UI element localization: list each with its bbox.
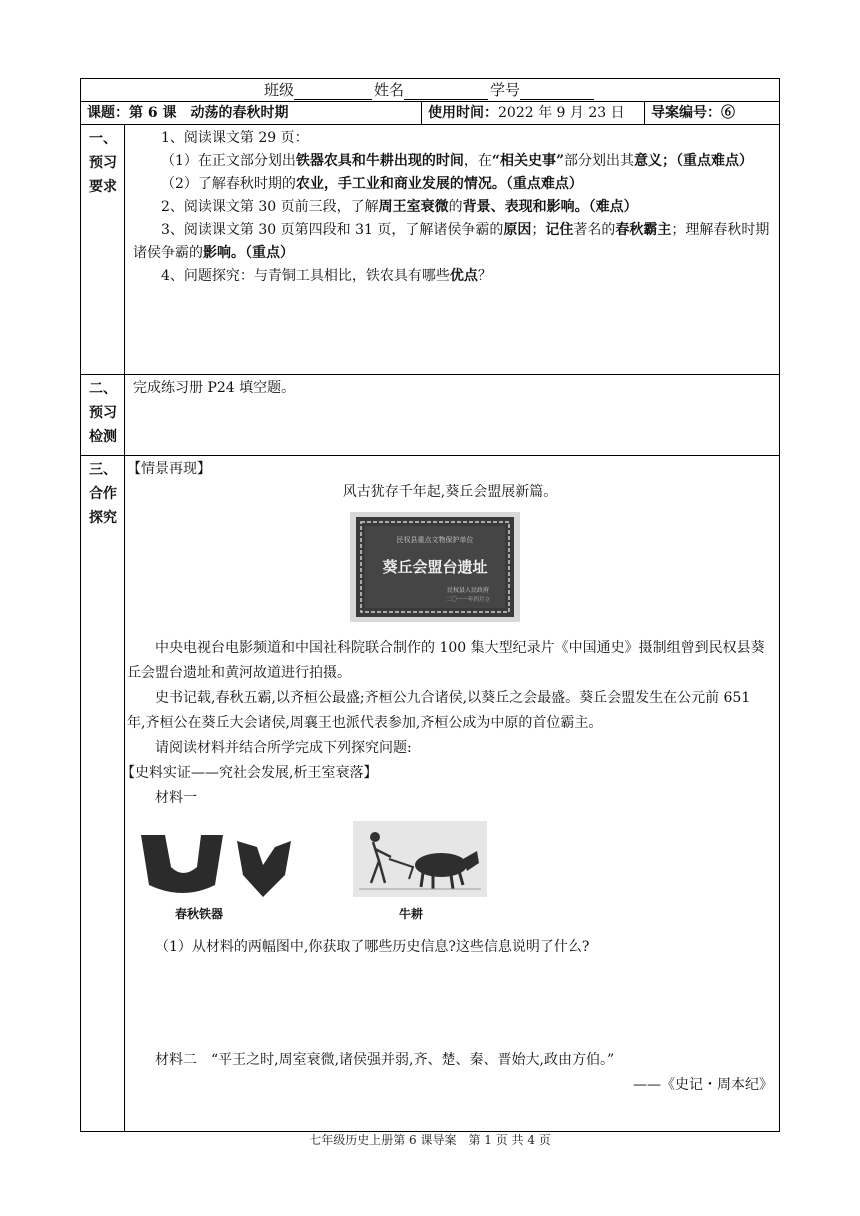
plaque-photo	[350, 512, 520, 622]
preview-item-4: 4、问题探究：与青铜工具相比，铁农具有哪些优点？	[161, 268, 492, 284]
paragraph-2: 史书记载,春秋五霸,以齐桓公最盛;齐桓公九合诸侯,以葵丘之会最盛。葵丘会盟发生在公元前 651 年,齐桓公在葵丘大会诸侯,周襄王也派代表参加,齐桓公成为中原的首位霸主。	[127, 690, 751, 731]
section-explore	[81, 456, 779, 1131]
preview-item-1-2: （2）了解春秋时期的农业，手工业和商业发展的情况。（重点难点）	[161, 176, 583, 192]
caption-iron-tools: 春秋铁器	[175, 907, 224, 921]
plaque-photo-area	[127, 504, 773, 630]
id-label: 学号	[490, 81, 521, 99]
ox-plowing-image	[353, 821, 487, 897]
material-2: 材料二 “平王之时,周室衰微,诸侯强并弱,齐、楚、秦、晋始大,政由方伯。”	[155, 1052, 615, 1068]
section-label: 二、 预习 检测	[81, 375, 125, 455]
scene-line: 风古犹存千年起,葵丘会盟展新篇。	[342, 484, 558, 500]
id-blank	[520, 83, 594, 100]
paragraph-1: 中央电视台电影频道和中国社科院联合制作的 100 集大型纪录片《中国通史》摄制组曾到民权县葵丘会盟台遗址和黄河故道进行拍摄。	[127, 640, 765, 681]
caption-ox-plowing: 牛耕	[399, 907, 424, 921]
section-body	[125, 125, 779, 374]
class-blank	[294, 83, 372, 100]
preview-item-2: 2、阅读课文第 30 页前三段，了解周王室衰微的背景、表现和影响。（难点）	[161, 199, 638, 215]
scene-title: 【情景再现】	[127, 461, 211, 477]
lesson-plan-table	[80, 78, 780, 1132]
material-2-source: ——《史记・周本纪》	[633, 1077, 773, 1093]
preview-item-1: 1、阅读课文第 29 页：	[161, 130, 309, 146]
plaque-small-text: 民权县重点文物保护单位	[396, 536, 474, 544]
class-label: 班级	[263, 81, 294, 99]
paragraph-3: 请阅读材料并结合所学完成下列探究问题:	[155, 740, 412, 756]
material-1-images	[127, 821, 773, 929]
topic-row	[81, 102, 779, 125]
name-blank	[404, 83, 488, 100]
evidence-title: 【史料实证——究社会发展,析王室衰落】	[121, 765, 378, 781]
name-label: 姓名	[373, 81, 404, 99]
plan-number: 导案编号：⑥	[651, 105, 735, 121]
answer-space	[127, 960, 773, 1048]
page-footer: 七年级历史上册第 6 课导案 第 1 页 共 4 页	[309, 1133, 551, 1147]
plaque-bottom-text-2: 二〇一一年四月立	[445, 597, 491, 603]
section-body	[125, 375, 779, 455]
material-1-label: 材料一	[155, 790, 197, 806]
section-label: 一、 预习 要求	[81, 125, 125, 374]
section-body	[121, 456, 779, 1131]
section-label: 三、 合作 探究	[81, 456, 125, 1131]
student-info-row	[81, 79, 779, 102]
check-text: 完成练习册 P24 填空题。	[133, 380, 296, 396]
iron-tools-image	[135, 827, 295, 903]
plaque-bottom-text-1: 民权县人民政府	[446, 587, 490, 594]
section-preview	[81, 125, 779, 375]
usage-time: 使用时间：2022 年 9 月 23 日	[422, 102, 645, 124]
preview-item-3: 3、阅读课文第 30 页第四段和 31 页，了解诸侯争霸的原因；记住著名的春秋霸主；理解春秋时期诸侯争霸的影响。（重点）	[133, 222, 770, 261]
preview-item-1-1: （1）在正文部分划出铁器农具和牛耕出现的时间，在“相关史事”部分划出其意义；（重点难点）	[161, 153, 754, 169]
section-check	[81, 375, 779, 456]
plaque-main-text: 葵丘会盟台遗址	[382, 558, 488, 576]
question-1: （1）从材料的两幅图中,你获取了哪些历史信息?这些信息说明了什么?	[155, 939, 590, 955]
lesson-title: 课题：第 6 课 动荡的春秋时期	[81, 102, 422, 124]
